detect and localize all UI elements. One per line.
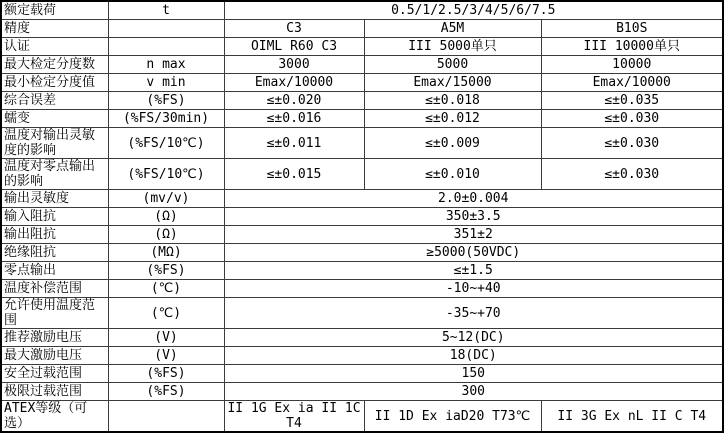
row-value-col1: C3: [224, 20, 364, 38]
spec-table-body: [1, 1, 723, 432]
row-label: 绝缘阻抗: [1, 244, 108, 262]
row-value-col3: ≤±0.030: [541, 159, 723, 190]
row-value-span: 18(DC): [224, 347, 723, 365]
row-value-col3: II 3G Ex nL II C T4: [541, 401, 723, 433]
row-value-span: -35~+70: [224, 298, 723, 329]
row-value-span: 351±2: [224, 226, 723, 244]
row-unit: (%FS/10℃): [108, 128, 224, 159]
table-row: [1, 38, 723, 56]
row-value-span: 5~12(DC): [224, 329, 723, 347]
row-value-col2: 5000: [364, 56, 541, 74]
row-value-col1: OIML R60 C3: [224, 38, 364, 56]
row-label: 温度对输出灵敏度的影响: [1, 128, 108, 159]
table-row: [1, 365, 723, 383]
row-label: 输入阻抗: [1, 208, 108, 226]
row-label: 安全过载范围: [1, 365, 108, 383]
row-value-col1: 3000: [224, 56, 364, 74]
table-row: [1, 244, 723, 262]
row-value-col1: Emax/10000: [224, 74, 364, 92]
row-unit: n max: [108, 56, 224, 74]
table-row: [1, 190, 723, 208]
row-unit: (V): [108, 347, 224, 365]
table-row: [1, 74, 723, 92]
table-row: [1, 383, 723, 401]
table-row: [1, 347, 723, 365]
row-unit: (V): [108, 329, 224, 347]
row-label: 极限过载范围: [1, 383, 108, 401]
row-value-span: 150: [224, 365, 723, 383]
row-label: 额定载荷: [1, 1, 108, 20]
row-value-span: 2.0±0.004: [224, 190, 723, 208]
row-value-col3: ≤±0.030: [541, 110, 723, 128]
row-value-col2: ≤±0.009: [364, 128, 541, 159]
row-unit: (%FS): [108, 262, 224, 280]
row-value-span: 300: [224, 383, 723, 401]
row-value-col1: II 1G Ex ia II 1C T4: [224, 401, 364, 433]
row-value-col1: ≤±0.015: [224, 159, 364, 190]
row-label: 最大激励电压: [1, 347, 108, 365]
row-label: 蠕变: [1, 110, 108, 128]
table-row: [1, 208, 723, 226]
row-label: 温度补偿范围: [1, 280, 108, 298]
table-row: [1, 159, 723, 190]
row-value-col3: Emax/10000: [541, 74, 723, 92]
table-row: [1, 20, 723, 38]
row-value-span: ≤±1.5: [224, 262, 723, 280]
row-value-col3: ≤±0.030: [541, 128, 723, 159]
row-label: 允许使用温度范围: [1, 298, 108, 329]
table-row: [1, 92, 723, 110]
row-unit: (Ω): [108, 208, 224, 226]
row-value-col2: ≤±0.018: [364, 92, 541, 110]
row-unit: (%FS/10℃): [108, 159, 224, 190]
row-value-span: ≥5000(50VDC): [224, 244, 723, 262]
row-unit: [108, 401, 224, 433]
row-unit: [108, 38, 224, 56]
row-label: 最小检定分度值: [1, 74, 108, 92]
row-value-col2: II 1D Ex iaD20 T73℃: [364, 401, 541, 433]
row-value-col3: III 10000单只: [541, 38, 723, 56]
table-row: [1, 329, 723, 347]
row-label: 零点输出: [1, 262, 108, 280]
row-value-col2: Emax/15000: [364, 74, 541, 92]
row-unit: [108, 20, 224, 38]
row-value-span: 350±3.5: [224, 208, 723, 226]
row-unit: (%FS): [108, 365, 224, 383]
row-value-span: -10~+40: [224, 280, 723, 298]
table-row: [1, 128, 723, 159]
row-label: 精度: [1, 20, 108, 38]
row-unit: t: [108, 1, 224, 20]
row-unit: v min: [108, 74, 224, 92]
row-label: 最大检定分度数: [1, 56, 108, 74]
row-value-col3: 10000: [541, 56, 723, 74]
row-value-col1: ≤±0.020: [224, 92, 364, 110]
row-unit: (Ω): [108, 226, 224, 244]
row-unit: (%FS): [108, 92, 224, 110]
row-unit: (%FS/30min): [108, 110, 224, 128]
table-row: [1, 262, 723, 280]
row-unit: (mv/v): [108, 190, 224, 208]
row-label: 认证: [1, 38, 108, 56]
row-unit: (MΩ): [108, 244, 224, 262]
row-unit: (℃): [108, 280, 224, 298]
row-label: 综合误差: [1, 92, 108, 110]
table-row: [1, 298, 723, 329]
row-value-col2: ≤±0.010: [364, 159, 541, 190]
row-label: 温度对零点输出的影响: [1, 159, 108, 190]
table-row: [1, 1, 723, 20]
table-row: [1, 401, 723, 433]
row-label: 输出灵敏度: [1, 190, 108, 208]
row-label: ATEX等级（可选）: [1, 401, 108, 433]
row-unit: (%FS): [108, 383, 224, 401]
row-value-col3: ≤±0.035: [541, 92, 723, 110]
row-value-col3: B10S: [541, 20, 723, 38]
row-value-col2: A5M: [364, 20, 541, 38]
row-unit: (℃): [108, 298, 224, 329]
row-value-col1: ≤±0.016: [224, 110, 364, 128]
row-value-span: 0.5/1/2.5/3/4/5/6/7.5: [224, 1, 723, 20]
row-value-col2: ≤±0.012: [364, 110, 541, 128]
row-label: 推荐激励电压: [1, 329, 108, 347]
row-value-col1: ≤±0.011: [224, 128, 364, 159]
table-row: [1, 56, 723, 74]
row-label: 输出阻抗: [1, 226, 108, 244]
table-row: [1, 280, 723, 298]
row-value-col2: III 5000单只: [364, 38, 541, 56]
table-row: [1, 226, 723, 244]
table-row: [1, 110, 723, 128]
